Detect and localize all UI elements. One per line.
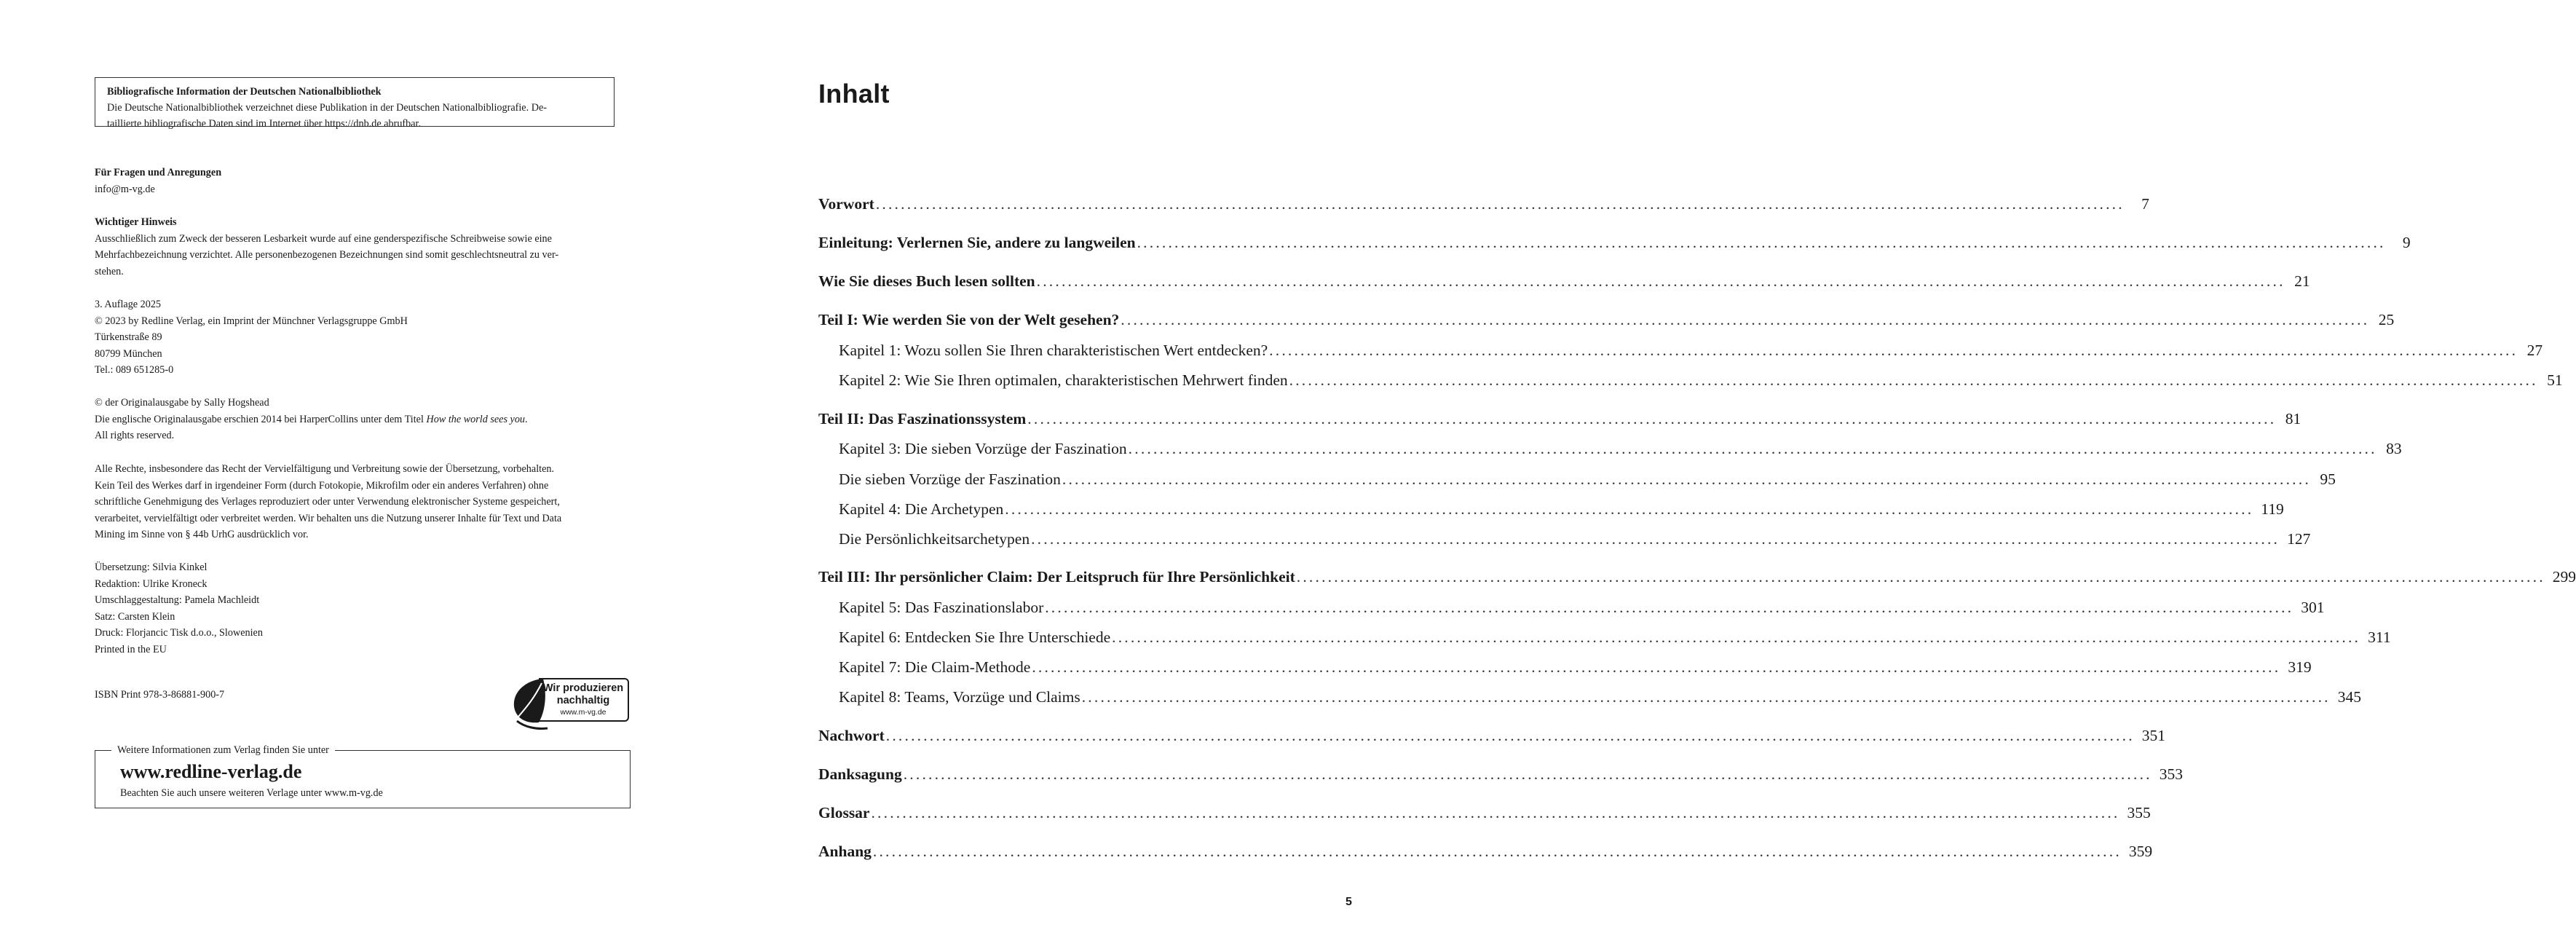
toc-entry-page: 119 xyxy=(2261,500,2284,518)
toc-entry-page: 311 xyxy=(2368,628,2391,646)
notice-line: Ausschließlich zum Zweck der besseren Lesbarkeit wurde auf eine genderspezifische Schreibweise sowie eine xyxy=(95,232,552,245)
notice-line: Mehrfachbezeichnung verzichtet. Alle personenbezogenen Bezeichnungen sind somit geschlechtsneutral zu ver- xyxy=(95,249,559,261)
original-title: How the world sees you xyxy=(426,413,526,425)
left-page xyxy=(0,0,722,946)
toc-entry[interactable] xyxy=(839,438,2402,460)
original-copyright: © der Originalausgabe by Sally Hogshead xyxy=(95,397,269,409)
rights-line: schriftliche Genehmigung des Verlages reproduziert oder unter Verwendung elektronischer Systeme gespeichert, xyxy=(95,496,560,508)
toc-entry-page: 95 xyxy=(2320,470,2336,488)
toc-entry[interactable] xyxy=(818,566,2576,588)
street: Türkenstraße 89 xyxy=(95,331,162,343)
toc-entry-page: 7 xyxy=(2141,195,2149,213)
contact-title: Für Fragen und Anregungen xyxy=(95,167,222,178)
toc-leader: ........................................................................................................................................................................................................ xyxy=(1296,568,2545,586)
toc-entry-title: Einleitung: Verlernen Sie, andere zu langweilen xyxy=(818,234,1136,251)
original-edition-section xyxy=(95,395,631,444)
toc-entry[interactable] xyxy=(818,802,2151,824)
toc-entry-title: Glossar xyxy=(818,804,870,821)
toc-leader: ........................................................................................................................................................................................................ xyxy=(1036,272,2285,290)
toc-entry-page: 301 xyxy=(2301,599,2325,616)
toc-entry-title: Teil I: Wie werden Sie von der Welt gesehen? xyxy=(818,311,1120,328)
toc-leader: ........................................................................................................................................................................................................ xyxy=(1045,599,2294,616)
toc-entry-page: 127 xyxy=(2287,530,2311,548)
rights-line: verarbeitet, vervielfältigt oder verbreitet werden. Wir behalten uns die Nutzung unserer Inhalte für Text und Data xyxy=(95,512,562,524)
toc-entry-page: 27 xyxy=(2526,342,2543,359)
toc-leader: ........................................................................................................................................................................................................ xyxy=(1062,470,2311,488)
toc-leader: ........................................................................................................................................................................................................ xyxy=(1031,530,2280,548)
rights-section xyxy=(95,461,631,543)
rights-line: Mining im Sinne von § 44b UrhG ausdrücklich vor. xyxy=(95,529,309,540)
toc-entry-page: 319 xyxy=(2288,658,2312,676)
toc-leader: ........................................................................................................................................................................................................ xyxy=(1289,371,2538,389)
toc-entry-page: 353 xyxy=(2159,765,2183,783)
copyright: © 2023 by Redline Verlag, ein Imprint der Münchner Verlagsgruppe GmbH xyxy=(95,315,408,327)
toc-leader: ........................................................................................................................................................................................................ xyxy=(885,727,2135,744)
toc-entry[interactable] xyxy=(818,840,2153,862)
toc-entry-page: 345 xyxy=(2337,688,2361,706)
biblio-title: Bibliografische Information der Deutschen Nationalbibliothek xyxy=(107,86,382,98)
toc-entry-page: 83 xyxy=(2386,440,2402,457)
toc-entry-title: Kapitel 7: Die Claim-Methode xyxy=(839,658,1031,676)
toc-entry[interactable] xyxy=(818,193,2149,215)
toc-entry[interactable] xyxy=(818,408,2302,430)
toc-leader: ........................................................................................................................................................................................................ xyxy=(1128,440,2377,457)
rights-line: Alle Rechte, insbesondere das Recht der Vervielfältigung und Verbreitung sowie der Übersetzung, vorbehalten. xyxy=(95,463,555,475)
toc-heading: Inhalt xyxy=(818,79,890,109)
toc-entry[interactable] xyxy=(818,763,2183,785)
toc-entry[interactable] xyxy=(839,686,2361,708)
toc-entry-page: 21 xyxy=(2294,272,2310,290)
toc-leader: ........................................................................................................................................................................................................ xyxy=(903,765,2152,783)
toc-entry-title: Vorwort xyxy=(818,195,874,213)
sustainability-badge xyxy=(511,673,629,727)
toc-leader: ........................................................................................................................................................................................................ xyxy=(1121,311,2370,328)
toc-entry[interactable] xyxy=(839,468,2336,490)
toc-entry-title: Kapitel 2: Wie Sie Ihren optimalen, charakteristischen Mehrwert finden xyxy=(839,371,1288,389)
toc-entry-title: Kapitel 1: Wozu sollen Sie Ihren charakteristischen Wert entdecken? xyxy=(839,342,1268,359)
toc-entry-title: Anhang xyxy=(818,843,872,860)
toc-entry[interactable] xyxy=(839,528,2311,550)
city: 80799 München xyxy=(95,347,162,360)
toc-entry[interactable] xyxy=(839,626,2391,648)
toc-entry-title: Wie Sie dieses Buch lesen sollten xyxy=(818,272,1035,290)
toc-entry-title: Nachwort xyxy=(818,727,885,744)
all-rights: All rights reserved. xyxy=(95,430,175,441)
original-suffix: . xyxy=(525,413,528,425)
toc-entry[interactable] xyxy=(839,596,2325,618)
toc-leader: ........................................................................................................................................................................................................ xyxy=(1032,658,2281,676)
toc-entry-title: Die sieben Vorzüge der Faszination xyxy=(839,470,1061,488)
toc-leader: ........................................................................................................................................................................................................ xyxy=(1005,500,2254,518)
toc-entry-title: Kapitel 4: Die Archetypen xyxy=(839,500,1004,518)
right-page xyxy=(722,0,2576,946)
toc-leader: ........................................................................................................................................................................................................ xyxy=(1137,234,2386,251)
toc-entry-title: Kapitel 3: Die sieben Vorzüge der Faszination xyxy=(839,440,1127,457)
notice-section xyxy=(95,214,631,280)
toc-leader: ........................................................................................................................................................................................................ xyxy=(1081,688,2331,706)
edition: 3. Auflage 2025 xyxy=(95,299,162,310)
toc-entry-title: Teil III: Ihr persönlicher Claim: Der Leitspruch für Ihre Persönlichkeit xyxy=(818,568,1295,586)
info-legend: Weitere Informationen zum Verlag finden Sie unter xyxy=(111,743,335,757)
toc-entry-title: Danksagung xyxy=(818,765,902,783)
phone: Tel.: 089 651285-0 xyxy=(95,364,174,376)
toc-entry[interactable] xyxy=(839,339,2543,361)
badge-line2: nachhaltig xyxy=(556,695,610,706)
toc-entry-page: 299 xyxy=(2552,568,2576,586)
page-number: 5 xyxy=(1346,896,1352,908)
publisher-website-link[interactable]: www.redline-verlag.de xyxy=(120,761,302,782)
toc-entry[interactable] xyxy=(839,656,2312,678)
credit-editing: Redaktion: Ulrike Kroneck xyxy=(95,578,208,590)
bibliographic-info-box xyxy=(95,77,615,130)
toc-entry-title: Kapitel 6: Entdecken Sie Ihre Unterschiede xyxy=(839,628,1111,646)
toc-leader: ........................................................................................................................................................................................................ xyxy=(875,195,2125,213)
toc-entry-page: 351 xyxy=(2141,727,2166,744)
toc-entry[interactable] xyxy=(839,369,2563,391)
credit-cover: Umschlaggestaltung: Pamela Machleidt xyxy=(95,594,260,606)
biblio-line: taillierte bibliografische Daten sind im Internet über https://dnb.de abrufbar. xyxy=(107,118,422,130)
original-prefix: Die englische Originalausgabe erschien 2014 bei HarperCollins unter dem Titel xyxy=(95,413,427,425)
original-publication xyxy=(95,411,631,428)
toc-leader: ........................................................................................................................................................................................................ xyxy=(871,804,2120,821)
toc-entry-page: 359 xyxy=(2128,843,2153,860)
toc-entry-page: 355 xyxy=(2127,804,2151,821)
badge-url: www.m-vg.de xyxy=(560,708,607,717)
notice-title: Wichtiger Hinweis xyxy=(95,216,177,228)
publisher-info-box xyxy=(95,744,631,808)
info-subtext: Beachten Sie auch unsere weiteren Verlage unter www.m-vg.de xyxy=(120,787,383,799)
toc-entry-page: 51 xyxy=(2547,371,2563,389)
credit-print: Druck: Florjancic Tisk d.o.o., Slowenien xyxy=(95,627,263,639)
publisher-section xyxy=(95,296,631,379)
notice-line: stehen. xyxy=(95,265,124,277)
toc-entry-title: Teil II: Das Faszinationssystem xyxy=(818,410,1027,427)
credits-section xyxy=(95,559,631,658)
toc-entry-page: 81 xyxy=(2285,410,2302,427)
contact-email: info@m-vg.de xyxy=(95,183,155,195)
toc-entry[interactable] xyxy=(818,725,2166,746)
toc-entry-page: 9 xyxy=(2402,234,2411,251)
isbn: ISBN Print 978-3-86881-900-7 xyxy=(95,689,225,701)
toc-entry[interactable] xyxy=(818,309,2395,331)
contact-section xyxy=(95,165,631,197)
toc-entry[interactable] xyxy=(818,232,2411,253)
toc-leader: ........................................................................................................................................................................................................ xyxy=(1027,410,2277,427)
toc-entry[interactable] xyxy=(818,270,2310,292)
toc-leader: ........................................................................................................................................................................................................ xyxy=(1112,628,2361,646)
badge-label xyxy=(539,678,629,722)
badge-line1: Wir produzieren xyxy=(542,682,624,694)
rights-line: Kein Teil des Werkes darf in irgendeiner Form (durch Fotokopie, Mikrofilm oder ein anderes Verfahren) ohne xyxy=(95,479,549,492)
toc-entry-page: 25 xyxy=(2378,311,2395,328)
toc-entry[interactable] xyxy=(839,498,2284,520)
toc-entry-title: Kapitel 8: Teams, Vorzüge und Claims xyxy=(839,688,1080,706)
credit-printed-in: Printed in the EU xyxy=(95,643,167,655)
credit-translation: Übersetzung: Silvia Kinkel xyxy=(95,561,208,573)
biblio-line: Die Deutsche Nationalbibliothek verzeichnet diese Publikation in der Deutschen Nationalbibliografie. De- xyxy=(107,102,547,114)
toc-leader: ........................................................................................................................................................................................................ xyxy=(872,843,2122,860)
toc-entry-title: Die Persönlichkeitsarchetypen xyxy=(839,530,1030,548)
credit-typesetting: Satz: Carsten Klein xyxy=(95,610,175,623)
toc-leader: ........................................................................................................................................................................................................ xyxy=(1269,342,2518,359)
toc-entry-title: Kapitel 5: Das Faszinationslabor xyxy=(839,599,1044,616)
